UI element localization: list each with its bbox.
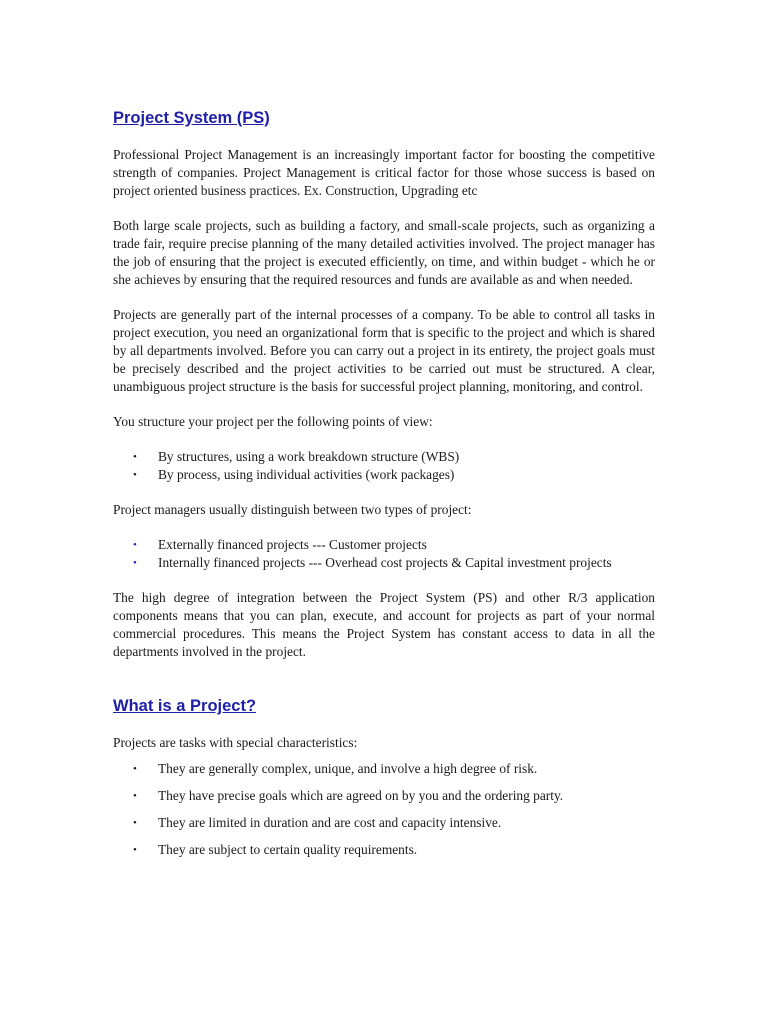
list-item: • They have precise goals which are agreed on by you and the ordering party. [133, 788, 564, 803]
list-item: • By structures, using a work breakdown structure (WBS) [133, 449, 460, 464]
list-structure-views [113, 448, 655, 484]
bullet-icon: • [133, 763, 137, 775]
bullet-icon: • [133, 469, 137, 481]
document-page [113, 107, 655, 876]
paragraph-characteristics-intro: Projects are tasks with special characteristics: [113, 735, 358, 750]
heading-project-system: Project System (PS) [113, 109, 270, 127]
paragraph-internal-processes: Projects are generally part of the internal processes of a company. To be able to control all tasks in project execution, you need an organizational form that is specific to the project and which is shared by all departments involved. Before you can carry out a project in its entirety, the project goals must be precisely described and the project activities to be carried out must be structured. A clear, unambiguous project structure is the basis for successful project planning, monitoring, and control. [113, 307, 655, 394]
bullet-icon: • [133, 539, 137, 551]
list-item: • Externally financed projects --- Customer projects [133, 537, 427, 552]
paragraph-scale: Both large scale projects, such as building a factory, and small-scale projects, such as organizing a trade fair, require precise planning of the many detailed activities involved. The project manager has the job of ensuring that the project is executed efficiently, on time, and within budget - which he or she achieves by ensuring that the required resources and funds are available as and when needed. [113, 218, 655, 287]
paragraph-intro: Professional Project Management is an increasingly important factor for boosting the competitive strength of companies. Project Management is critical factor for those whose success is based on project oriented business practices. Ex. Construction, Upgrading etc [113, 147, 655, 198]
heading-what-is-project: What is a Project? [113, 697, 257, 715]
list-item: • By process, using individual activities (work packages) [133, 467, 455, 482]
list-item: • They are limited in duration and are cost and capacity intensive. [133, 815, 502, 830]
list-characteristics [113, 760, 655, 859]
bullet-icon: • [133, 817, 137, 829]
list-item: • They are generally complex, unique, and involve a high degree of risk. [133, 761, 538, 776]
bullet-icon: • [133, 557, 137, 569]
list-item: • Internally financed projects --- Overhead cost projects & Capital investment projects [133, 555, 612, 570]
list-project-types [113, 536, 655, 572]
bullet-icon: • [133, 451, 137, 463]
paragraph-project-types-intro: Project managers usually distinguish between two types of project: [113, 502, 472, 517]
list-item: • They are subject to certain quality requirements. [133, 842, 418, 857]
paragraph-structure-intro: You structure your project per the following points of view: [113, 414, 433, 429]
paragraph-integration: The high degree of integration between the Project System (PS) and other R/3 application components means that you can plan, execute, and account for projects as part of your normal commercial procedures. This means the Project System has constant access to data in all the departments involved in the project. [113, 590, 655, 659]
bullet-icon: • [133, 844, 137, 856]
bullet-icon: • [133, 790, 137, 802]
